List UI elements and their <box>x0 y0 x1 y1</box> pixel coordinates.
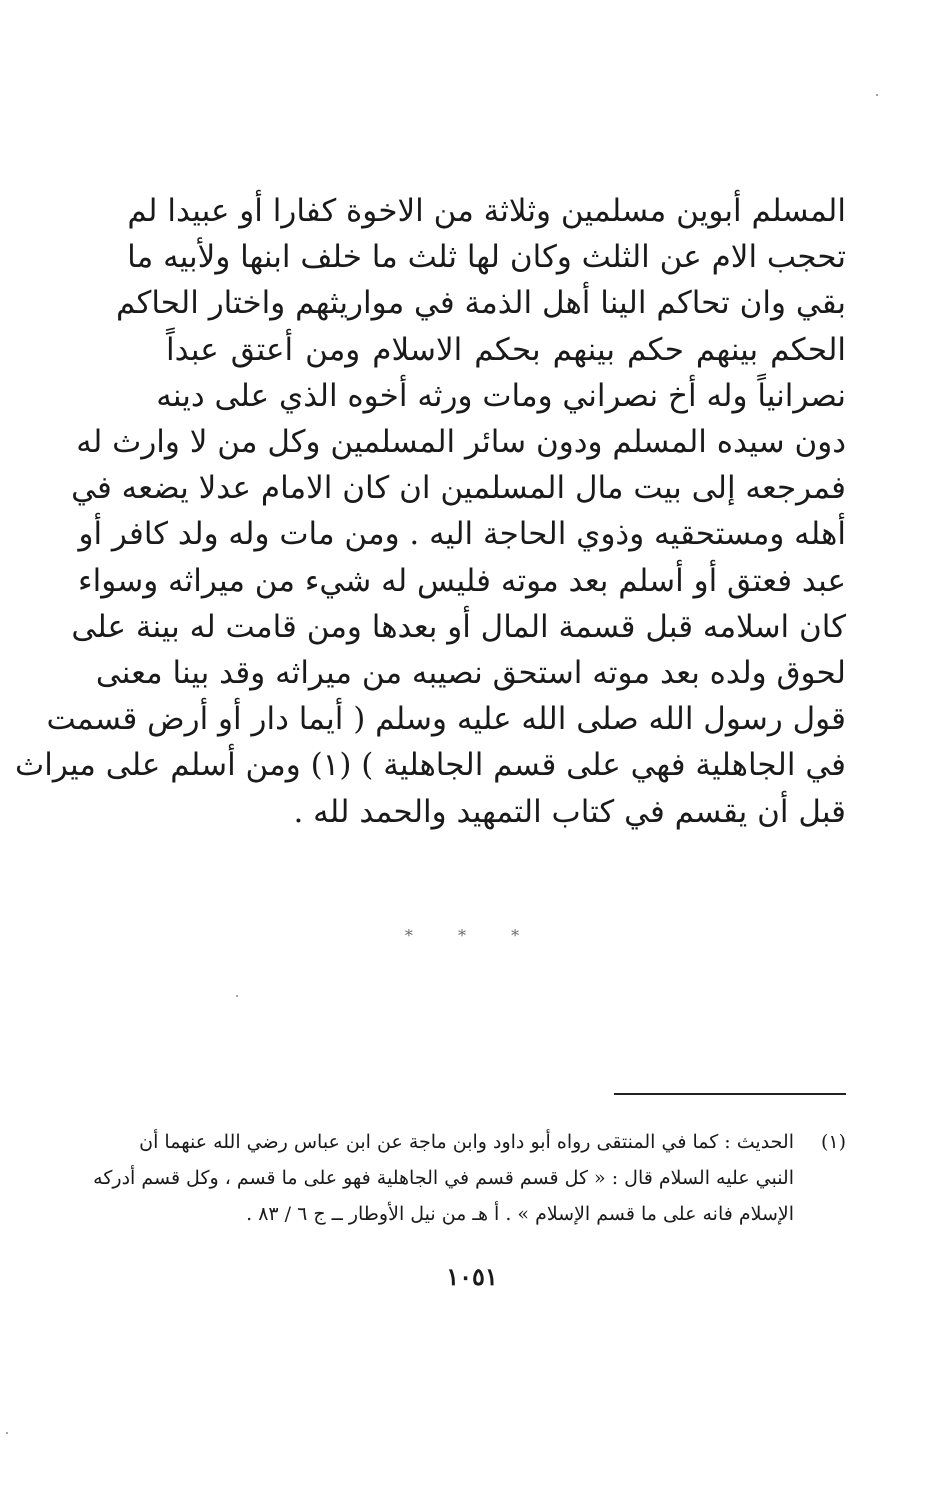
scan-speck <box>6 1432 8 1434</box>
text-line: في الجاهلية فهي على قسم الجاهلية ) (١) ومن أسلم على ميراث <box>15 747 846 784</box>
text-line: قول رسول الله صلى الله عليه وسلم ( أيما دار أو أرض قسمت <box>46 701 846 738</box>
text-line: عبد فعتق أو أسلم بعد موته فليس له شيء من ميراثه وسواء <box>78 562 846 599</box>
text-line: أهله ومستحقيه وذوي الحاجة اليه . ومن مات وله ولد كافر أو <box>78 516 846 553</box>
text-line: كان اسلامه قبل قسمة المال أو بعدها ومن قامت له بينة على <box>71 608 846 645</box>
footnote-line: النبي عليه السلام قال : « كل قسم قسم في الجاهلية فهو على ما قسم ، وكل قسم أدركه <box>93 1167 794 1189</box>
scan-speck <box>236 995 238 997</box>
footnote-divider <box>614 1093 846 1095</box>
footnote-line: الإسلام فانه على ما قسم الإسلام » . أ هـ من نيل الأوطار ــ ج ٦ / ٨٣ . <box>246 1203 794 1225</box>
section-separator: * * * <box>404 926 540 945</box>
text-line: الحكم بينهم حكم بينهم بحكم الاسلام ومن أعتق عبداً <box>166 331 846 368</box>
footnote <box>93 1124 846 1232</box>
text-line: تحجب الام عن الثلث وكان لها ثلث ما خلف ابنها ولأبيه ما <box>127 239 846 276</box>
text-line: دون سيده المسلم ودون سائر المسلمين وكل من لا وارث له <box>76 424 846 461</box>
text-line: لحوق ولده بعد موته استحق نصيبه من ميراثه وقد بينا معنى <box>95 655 846 692</box>
main-text <box>15 188 846 835</box>
text-line: بقي وان تحاكم الينا أهل الذمة في مواريثهم واختار الحاكم <box>115 285 846 322</box>
text-line: قبل أن يقسم في كتاب التمهيد والحمد لله . <box>293 793 846 830</box>
text-line: المسلم أبوين مسلمين وثلاثة من الاخوة كفارا أو عبيدا لم <box>127 193 846 229</box>
text-line: نصرانياً وله أخ نصراني ومات ورثه أخوه الذي على دينه <box>156 377 846 414</box>
text-line: فمرجعه إلى بيت مال المسلمين ان كان الامام عدلا يضعه في <box>71 470 846 507</box>
page-number: ١٠٥١ <box>446 1262 498 1291</box>
footnote-number: (١) <box>820 1131 846 1153</box>
scan-speck <box>876 94 878 96</box>
footnote-line: الحديث : كما في المنتقى رواه أبو داود وابن ماجة عن ابن عباس رضي الله عنهما أن <box>139 1131 794 1153</box>
